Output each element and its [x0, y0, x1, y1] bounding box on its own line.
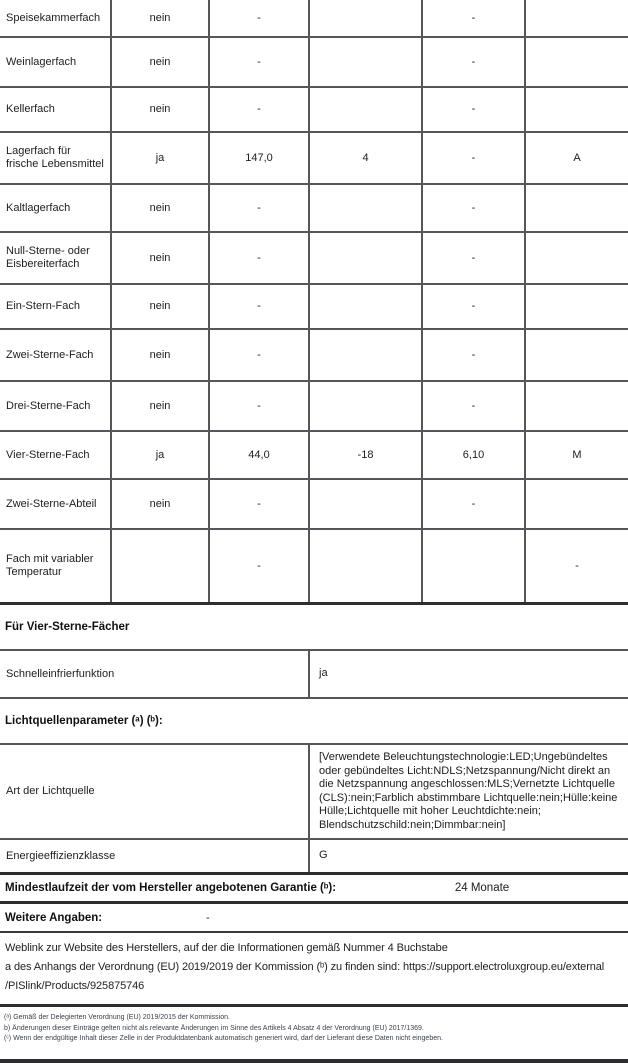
compartment-label: Weinlagerfach [0, 38, 112, 86]
fast-freeze-table [0, 649, 628, 699]
table-cell: nein [112, 88, 210, 131]
table-cell [310, 233, 423, 283]
table-cell [526, 88, 628, 131]
table-cell [112, 530, 210, 602]
footnotes [0, 1007, 628, 1051]
table-cell [526, 480, 628, 528]
table-cell: - [575, 559, 579, 572]
table-cell: - [210, 285, 310, 328]
light-params-heading: Lichtquellenparameter (ᵃ) (ᵇ): [5, 715, 163, 727]
compartment-label: Kaltlagerfach [0, 185, 112, 231]
table-cell: M [572, 448, 582, 461]
compartment-label: Speisekammerfach [0, 0, 112, 36]
additional-info-value: - [206, 911, 210, 924]
table-cell: - [210, 480, 310, 528]
table-cell: nein [112, 233, 210, 283]
table-cell: - [423, 233, 526, 283]
compartment-label: Lagerfach für frische Lebensmittel [0, 133, 112, 183]
warranty-label: Mindestlaufzeit der vom Hersteller angebotenen Garantie (ᵇ): [5, 882, 337, 894]
warranty-value: 24 Monate [454, 882, 510, 894]
table-cell [526, 185, 628, 231]
table-cell [526, 233, 628, 283]
table-row [0, 432, 628, 480]
table-cell: - [423, 480, 526, 528]
table-cell: 6,10 [423, 432, 526, 478]
table-cell [526, 285, 628, 328]
table-cell: 44,0 [210, 432, 310, 478]
table-cell: ja [112, 133, 210, 183]
energy-class-label: Energieeffizienzklasse [0, 840, 310, 872]
table-row [0, 382, 628, 432]
compartment-label: Vier-Sterne-Fach [0, 432, 112, 478]
table-cell: - [423, 38, 526, 86]
compartment-label: Drei-Sterne-Fach [0, 382, 112, 430]
table-row [0, 133, 628, 185]
table-row [0, 330, 628, 382]
table-cell: nein [112, 330, 210, 380]
table-cell: nein [112, 480, 210, 528]
light-source-value: [Verwendete Beleuchtungstechnologie:LED;Ungebündeltes oder gebündeltes Licht:NDLS;Netzspannung/Nicht direkt an die Netzspannung angeschlossen:MLS;Vernetzte Lichtquelle (CLS):nein;Farblich abstimmbare Lichtquelle:nein;Hülle:keine Hülle;Lichtquelle mit hoher Leuchtdichte:nein; Blendschutzschild:nein;Dimmbar:nein] [319, 751, 618, 831]
table-cell [310, 0, 423, 36]
light-source-label: Art der Lichtquelle [0, 745, 310, 838]
table-cell: - [423, 0, 526, 36]
table-cell: 4 [310, 133, 423, 183]
table-cell: ja [112, 432, 210, 478]
table-cell [310, 185, 423, 231]
table-cell: - [423, 133, 526, 183]
compartment-label: Kellerfach [0, 88, 112, 131]
table-cell: 147,0 [210, 133, 310, 183]
bottom-divider [0, 1059, 628, 1063]
table-cell: nein [112, 0, 210, 36]
footnote-c: (ᶜ) Wenn der endgültige Inhalt dieser Zelle in der Produktdatenbank automatisch generiert wird, darf der Lieferant diese Daten nicht eingeben. [4, 1035, 443, 1042]
table-cell [310, 38, 423, 86]
table-cell: - [423, 330, 526, 380]
table-cell: - [423, 185, 526, 231]
table-cell: - [423, 88, 526, 131]
table-cell [310, 330, 423, 380]
weblink-block [0, 933, 628, 1007]
table-cell: A [573, 151, 581, 164]
energy-class-row [0, 840, 628, 875]
table-cell [310, 382, 423, 430]
table-cell [526, 382, 628, 430]
table-row [0, 530, 628, 605]
compartment-label: Fach mit variabler Temperatur [0, 530, 112, 602]
table-cell: - [210, 0, 310, 36]
energy-class-value: G [319, 849, 328, 862]
compartment-label: Null-Sterne- oder Eisbereiterfach [0, 233, 112, 283]
table-row [0, 0, 628, 38]
table-cell: - [423, 285, 526, 328]
table-cell [526, 38, 628, 86]
additional-info-label: Weitere Angaben: [5, 911, 103, 924]
table-cell [526, 330, 628, 380]
compartment-label: Zwei-Sterne-Abteil [0, 480, 112, 528]
weblink-url: /PISlink/Products/925875746 [5, 980, 145, 992]
table-row [0, 38, 628, 88]
table-cell: - [210, 233, 310, 283]
table-cell [310, 530, 423, 602]
compartment-label: Ein-Stern-Fach [0, 285, 112, 328]
table-cell: -18 [310, 432, 423, 478]
table-cell [310, 285, 423, 328]
table-row [0, 480, 628, 530]
weblink-line: Weblink zur Website des Herstellers, auf der die Informationen gemäß Nummer 4 Buchstabe [5, 942, 448, 954]
warranty-row [0, 875, 628, 904]
table-cell: - [210, 38, 310, 86]
table-cell: - [210, 530, 310, 602]
table-cell [526, 0, 628, 36]
light-source-row [0, 745, 628, 840]
compartment-label: Zwei-Sterne-Fach [0, 330, 112, 380]
table-cell: nein [112, 382, 210, 430]
four-star-section-heading: Für Vier-Sterne-Fächer [5, 621, 130, 633]
fast-freeze-label: Schnelleinfrierfunktion [0, 651, 310, 697]
weblink-line: a des Anhangs der Verordnung (EU) 2019/2019 der Kommission (ᵇ) zu finden sind: https://support.electroluxgroup.eu/external [5, 961, 605, 973]
fast-freeze-row [0, 651, 628, 699]
table-cell [423, 530, 526, 602]
table-cell: nein [112, 185, 210, 231]
additional-info-row [0, 904, 628, 933]
table-cell [310, 480, 423, 528]
table-row [0, 233, 628, 285]
table-cell: - [210, 382, 310, 430]
footnote-b: b) Änderungen dieser Einträge gelten nicht als relevante Änderungen im Sinne des Artikels 4 Absatz 4 der Verordnung (EU) 2017/1369. [4, 1024, 424, 1032]
table-cell: - [423, 382, 526, 430]
table-cell: - [210, 88, 310, 131]
table-cell [310, 88, 423, 131]
table-cell: - [210, 330, 310, 380]
table-row [0, 285, 628, 330]
table-row [0, 185, 628, 233]
table-cell: nein [112, 285, 210, 328]
footnote-a: (ᵃ) Gemäß der Delegierten Verordnung (EU) 2019/2015 der Kommission. [4, 1014, 230, 1021]
light-source-table [0, 743, 628, 875]
table-row [0, 88, 628, 133]
table-cell: - [210, 185, 310, 231]
table-cell: nein [112, 38, 210, 86]
fast-freeze-value: ja [319, 667, 328, 680]
